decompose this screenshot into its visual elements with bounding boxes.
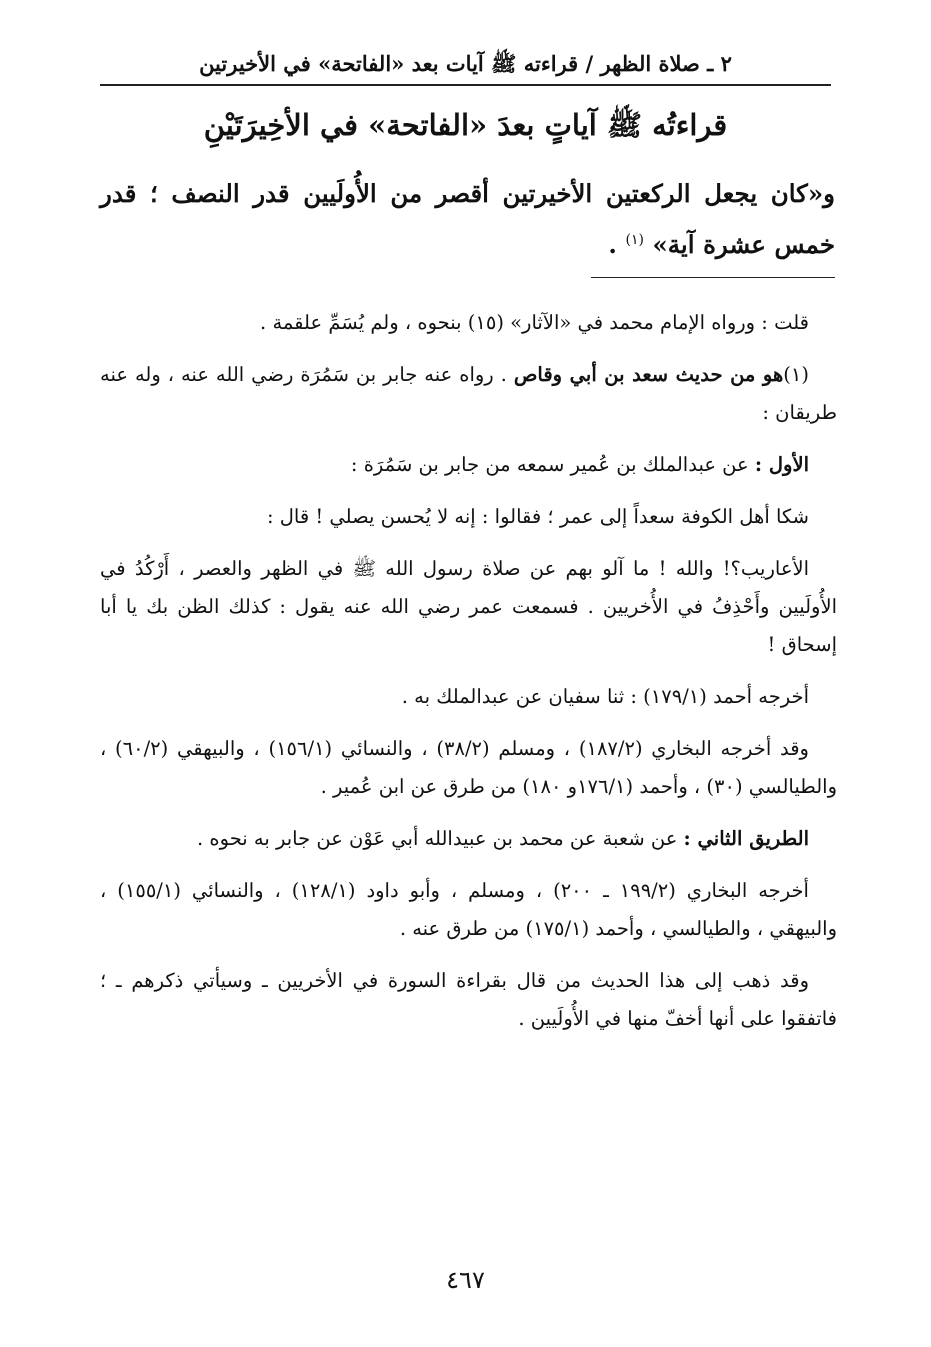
footnote-paragraph-1: قلت : ورواه الإمام محمد في «الآثار» (١٥) بنحوه ، ولم يُسَمِّ علقمة . <box>260 311 809 334</box>
footnote-text: . رواه عنه جابر بن سَمُرَة رضي الله عنه ، وله عنه طريقان : <box>100 363 837 424</box>
footnote-paragraph-3 <box>100 446 837 484</box>
footnote-paragraph-7: وقد أخرجه البخاري (١٨٧/٢) ، ومسلم (٣٨/٢) ، والنسائي (١٥٦/١) ، والبيهقي (٦٠/٢) ، والطيالسي (٣٠) ، وأحمد (١٧٦/١و ١٨٠) من طرق عن ابن عُمير . <box>100 737 837 798</box>
footnote-paragraph-6: أخرجه أحمد (١٧٩/١) : ثنا سفيان عن عبدالملك به . <box>401 685 809 708</box>
footnote-text: عن شعبة عن محمد بن عبيدالله أبي عَوْن عن جابر به نحوه . <box>197 827 684 850</box>
footnote-paragraph-2 <box>100 356 837 432</box>
hadith-source: هو من حديث سعد بن أبي وقاص <box>513 363 784 386</box>
footnote-paragraph-10: وقد ذهب إلى هذا الحديث من قال بقراءة السورة في الأخريين ـ وسيأتي ذكرهم ـ ؛ فاتفقوا على أنها أخفّ منها في الأُولَيين . <box>100 969 837 1030</box>
main-text-body: و«كان يجعل الركعتين الأخيرتين أقصر من الأُولَيين قدر النصف ؛ قدر خمس عشرة آية» <box>100 179 835 259</box>
footnote-paragraph-8 <box>100 820 837 858</box>
footnote-text: عن عبدالملك بن عُمير سمعه من جابر بن سَمُرَة : <box>350 453 755 476</box>
second-chain-heading: الطريق الثاني : <box>683 827 809 850</box>
main-text <box>100 168 835 270</box>
footnote-divider <box>591 277 835 278</box>
footnotes <box>100 304 837 1052</box>
chapter-title: قراءتُه ﷺ آياتٍ بعدَ «الفاتحة» في الأخِيرَتَيْنِ <box>203 108 728 142</box>
page-number: ٤٦٧ <box>446 1266 485 1294</box>
footnote-marker: (١) <box>625 231 644 248</box>
footnote-paragraph-5: الأعاريب؟! والله ! ما آلو بهم عن صلاة رسول الله ﷺ في الظهر والعصر ، أَرْكُدُ في الأُولَيين وأَحْذِفُ في الأُخريين . فسمعت عمر رضي الله عنه يقول : كذلك الظن بك يا أبا إسحاق ! <box>100 557 837 656</box>
first-chain-heading: الأول : <box>754 453 809 476</box>
footnote-paragraph-4: شكا أهل الكوفة سعداً إلى عمر ؛ فقالوا : إنه لا يُحسن يصلي ! قال : <box>266 505 809 528</box>
footnote-number: (١) <box>783 363 809 386</box>
running-head: ٢ ـ صلاة الظهر / قراءته ﷺ آيات بعد «الفاتحة» في الأخيرتين <box>100 44 831 86</box>
footnote-paragraph-9: أخرجه البخاري (١٩٩/٢ ـ ٢٠٠) ، ومسلم ، وأبو داود (١٢٨/١) ، والنسائي (١٥٥/١) ، والبيهقي ، والطيالسي ، وأحمد (١٧٥/١) من طرق عنه . <box>100 879 837 940</box>
main-text-period: . <box>608 230 617 259</box>
